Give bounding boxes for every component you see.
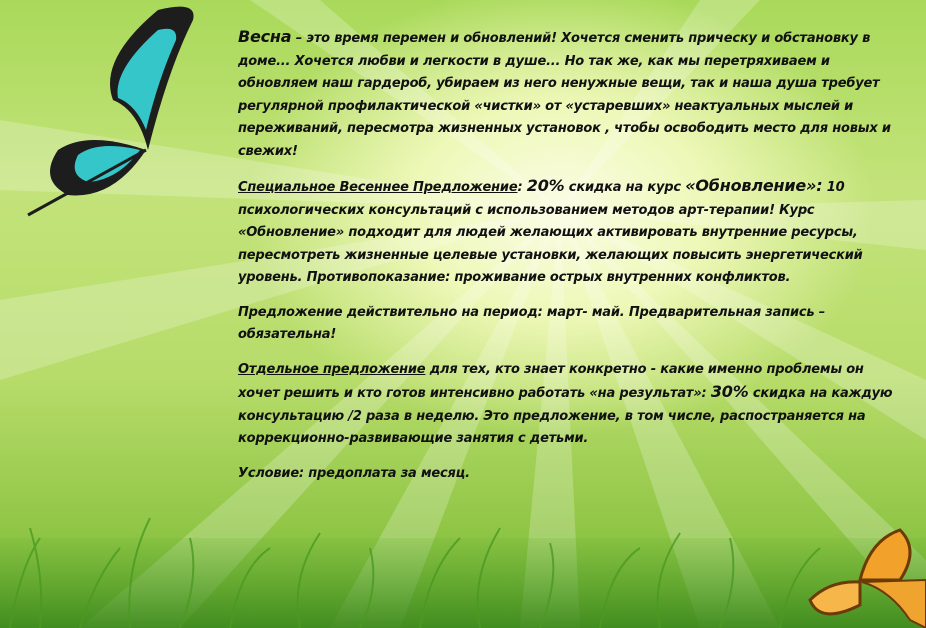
intro-lead: Весна [238,27,292,46]
blue-butterfly-icon [18,0,218,220]
offer1-course: «Обновление»: [685,176,823,195]
intro-paragraph [238,26,898,163]
intro-text: – это время перемен и обновлений! Хочется сменить прическу и обстановку в доме... Хочется любви и легкости в душе... Но так же, как мы перетряхиваем и обновляем наш гардероб, убираем из него ненужные вещи, так и наша душа требует регулярной профилактической «чистки» от «устаревших» неактуальных мыслей и переживаний, пересмотра жизненных установок , чтобы освободить место для новых и свежих! [238,31,891,159]
offer1-mid: скидка на курс [564,180,686,195]
offer2-text2: скидка на каждую консультацию /2 раза в неделю. Это предложение, в том числе, распостраняется на коррекционно-развивающие занятия с детьми. [238,386,893,446]
offer1-heading: Специальное Весеннее Предложение [238,180,518,195]
promo-text [238,26,898,497]
validity-paragraph: Предложение действительно на период: март- май. Предварительная запись – обязательна! [238,304,826,342]
offer1-paragraph [238,175,898,290]
offer1-colon: : [517,180,527,195]
offer2-heading: Отдельное предложение [238,361,426,377]
condition-paragraph: Условие: предоплата за месяц. [238,465,470,481]
offer2-discount: 30% [710,382,749,401]
offer1-discount: 20% [526,176,565,195]
grass-decoration [0,478,926,628]
orange-butterfly-icon [790,520,926,628]
offer2-text1: для тех, кто знает конкретно - какие именно проблемы он хочет решить и кто готов интенсивно работать «на результат»: [238,361,864,401]
offer1-text: 10 психологических консультаций с использованием методов арт-терапии! Курс «Обновление» подходит для людей желающих активировать внутренние ресурсы, пересмотреть жизненные целевые установки, желающих повысить энергетический уровень. Противопоказание: проживание острых внутренних конфликтов. [238,180,863,285]
offer2-paragraph [238,359,898,451]
